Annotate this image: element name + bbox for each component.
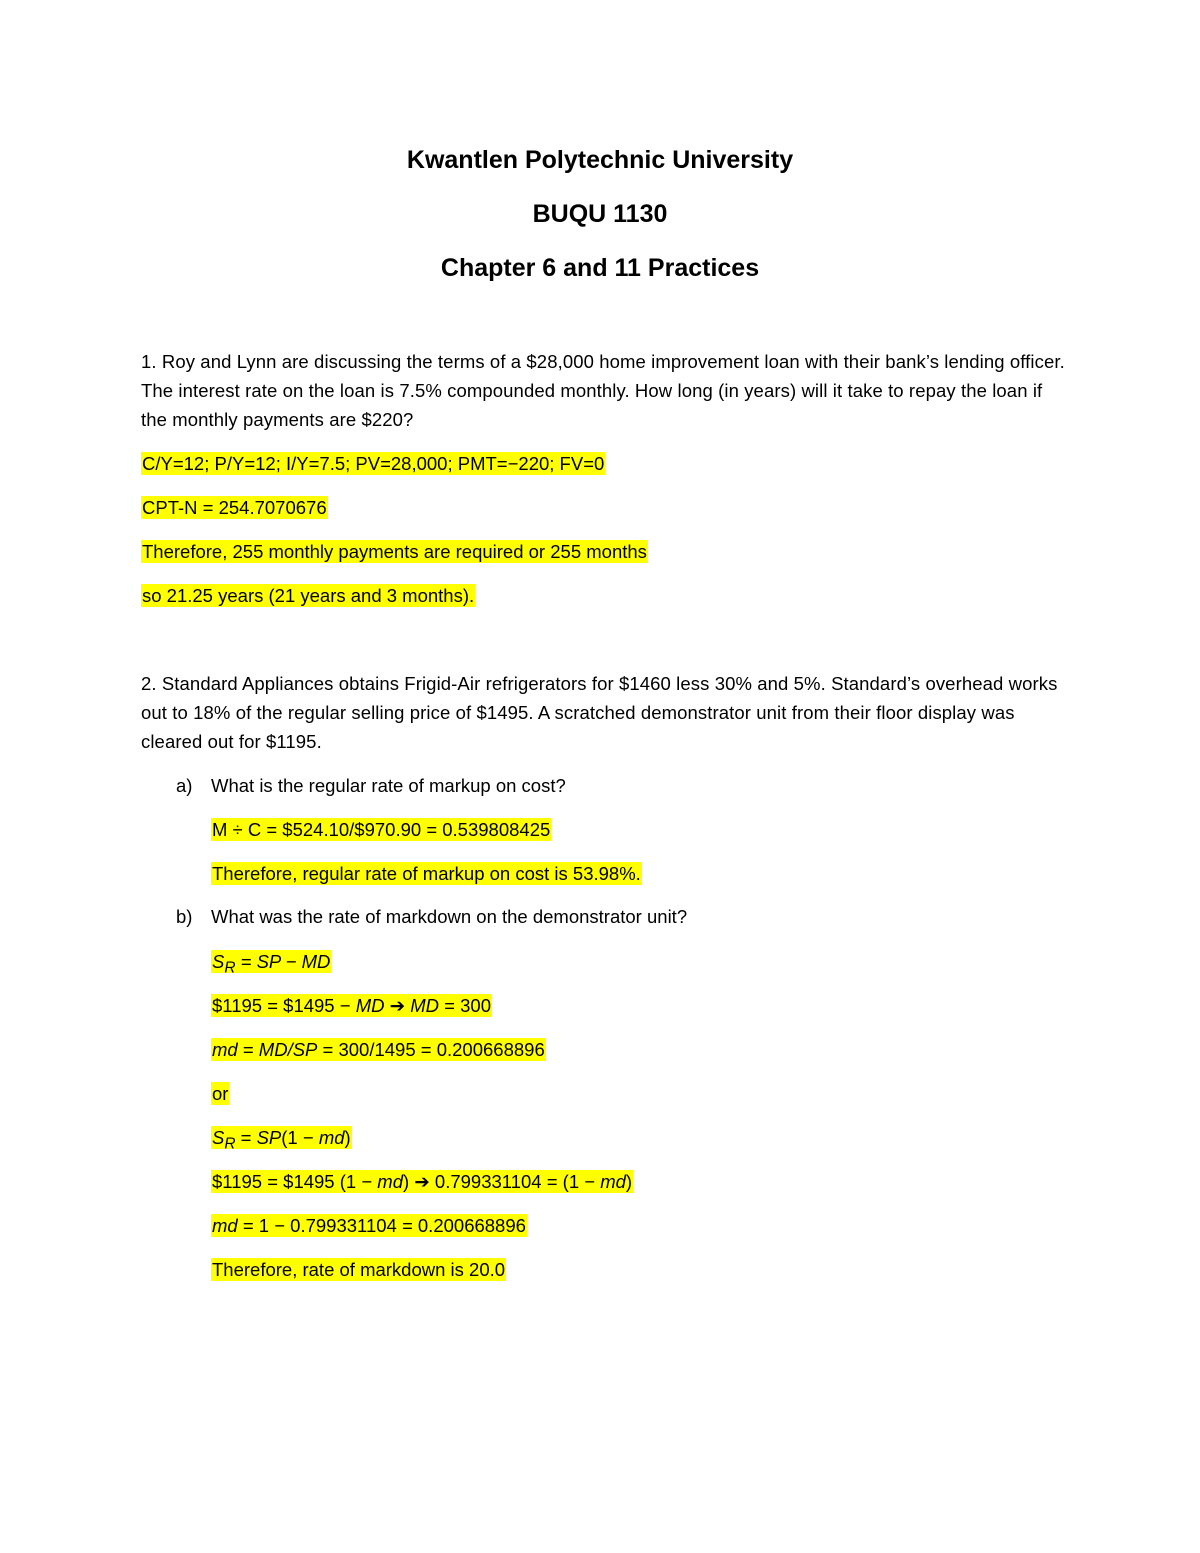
document-header	[0, 140, 1200, 302]
q2b-equation-2: $1195 = $1495 − MD ➔ MD = 300	[212, 995, 491, 1016]
q2b-equation-4: $S_R = SP(1 - md)$	[212, 1127, 351, 1153]
q2b-equation-1: $S_R$ = SP − MD	[212, 951, 331, 977]
subquestion-b-text: What was the rate of markdown on the demonstrator unit?	[211, 906, 688, 927]
q2b-equation-3: md = MD/SP = 300/1495 = 0.200668896	[212, 1039, 545, 1060]
q2b-equation-5: $1195 = $1495 (1 − md) ➔ 0.799331104 = (1 − md)	[212, 1171, 633, 1192]
subquestion-a-label: a)	[176, 775, 193, 796]
question-1-text: 1. Roy and Lynn are discussing the terms of a $28,000 home improvement loan with their bank’s lending officer. The interest rate on the loan is 7.5% compounded monthly. How long (in years) will it take to repay the loan if the monthly payments are $220?	[141, 351, 1065, 430]
q1-answer-line: C/Y=12; P/Y=12; I/Y=7.5; PV=28,000; PMT=−220; FV=0	[142, 453, 605, 474]
q1-answer-line: so 21.25 years (21 years and 3 months).	[142, 585, 475, 606]
q2b-conclusion: Therefore, rate of markdown is 20.0	[212, 1259, 506, 1280]
q2b-equation-6: md = 1 − 0.799331104 = 0.200668896	[212, 1215, 526, 1236]
course-code: BUQU 1130	[532, 200, 668, 228]
q1-answer-line: CPT-N = 254.7070676	[142, 497, 327, 518]
q2a-answer-line: M ÷ C = $524.10/$970.90 = 0.539808425	[212, 819, 551, 840]
q1-answer-line: Therefore, 255 monthly payments are required or 255 months	[142, 541, 647, 562]
arrow-right-icon: ➔	[384, 995, 411, 1016]
subquestion-b-label: b)	[176, 906, 193, 927]
q2b-or: or	[212, 1083, 229, 1104]
q2a-answer-line: Therefore, regular rate of markup on cost is 53.98%.	[212, 863, 641, 884]
question-2-text: 2. Standard Appliances obtains Frigid-Air refrigerators for $1460 less 30% and 5%. Standard’s overhead works out to 18% of the regular selling price of $1495. A scratched demonstrator unit from their floor display was cleared out for $1195.	[141, 673, 1058, 752]
document-title: Chapter 6 and 11 Practices	[440, 254, 760, 282]
university-title: Kwantlen Polytechnic University	[406, 146, 794, 174]
subquestion-a-text: What is the regular rate of markup on cost?	[211, 775, 566, 796]
